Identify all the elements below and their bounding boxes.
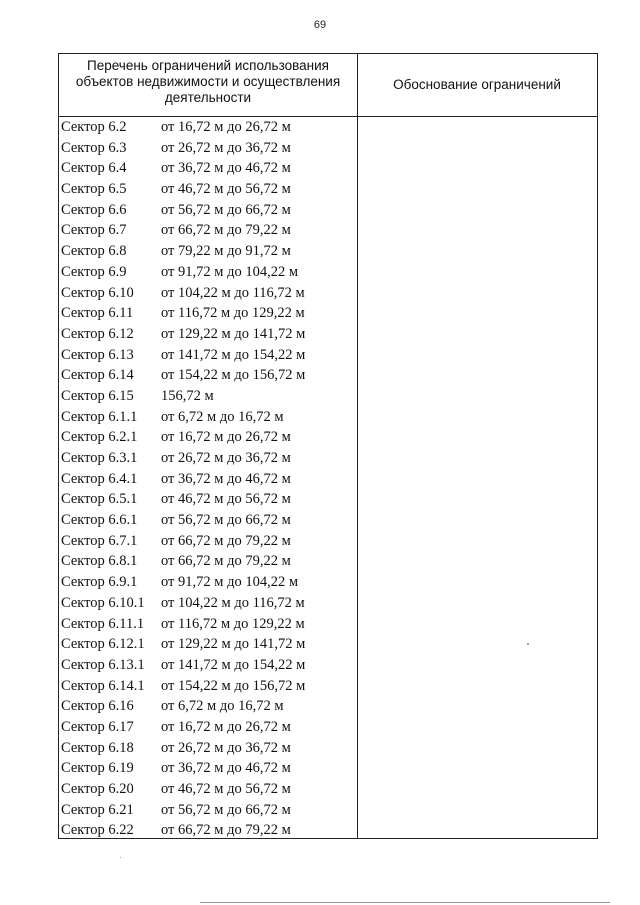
- sector-name: Сектор 6.15: [61, 387, 134, 404]
- table-row: [59, 820, 357, 841]
- table-row: [59, 676, 357, 697]
- sector-name: Сектор 6.4.1: [61, 470, 138, 487]
- table-row: [59, 634, 357, 655]
- distance-range: от 26,72 м до 36,72 м: [161, 450, 291, 466]
- sector-name: Сектор 6.22: [61, 822, 134, 839]
- distance-range: от 154,22 м до 156,72 м: [161, 367, 306, 384]
- table-row: [59, 138, 357, 159]
- table-row: [59, 489, 357, 510]
- distance-range: от 104,22 м до 116,72 м: [161, 594, 305, 611]
- table-row: [59, 531, 357, 552]
- sector-name: Сектор 6.18: [61, 739, 134, 756]
- distance-range: от 104,22 м до 116,72 м: [161, 284, 305, 301]
- distance-range: от 154,22 м до 156,72 м: [161, 677, 306, 694]
- distance-range: от 66,72 м до 79,22 м: [161, 532, 291, 549]
- table-row: [59, 427, 357, 448]
- table-row: [59, 572, 357, 593]
- header-line: деятельности: [164, 90, 252, 105]
- distance-range: от 36,72 м до 46,72 м: [161, 160, 291, 177]
- table-body: [59, 117, 357, 841]
- table-row: [59, 283, 357, 304]
- table-row: [59, 200, 357, 221]
- distance-range: от 91,72 м до 104,22 м: [161, 263, 298, 280]
- distance-range: от 6,72 м до 16,72 м: [161, 408, 284, 425]
- sector-name: Сектор 6.13.1: [61, 656, 145, 673]
- sector-name: Сектор 6.17: [61, 718, 134, 735]
- distance-range: от 26,72 м до 36,72 м: [161, 739, 291, 756]
- table-row: [59, 117, 357, 138]
- distance-range: от 66,72 м до 79,22 м: [161, 822, 291, 839]
- distance-range: от 46,72 м до 56,72 м: [161, 181, 291, 198]
- sector-name: Сектор 6.3: [61, 139, 127, 156]
- distance-range: от 56,72 м до 66,72 м: [161, 512, 291, 529]
- page-number: 69: [313, 19, 327, 31]
- distance-range: от 46,72 м до 56,72 м: [161, 781, 291, 797]
- distance-range: от 16,72 м до 26,72 м: [161, 119, 291, 135]
- table-row: [59, 593, 357, 614]
- table-row: [59, 696, 357, 717]
- distance-range: от 141,72 м до 154,22 м: [161, 656, 306, 673]
- table-row: [59, 386, 357, 407]
- distance-range: от 79,22 м до 91,72 м: [161, 243, 291, 260]
- table-row: [59, 779, 357, 800]
- sector-name: Сектор 6.6: [61, 201, 127, 218]
- table-row: [59, 469, 357, 490]
- sector-name: Сектор 6.21: [61, 801, 134, 818]
- header-line: объектов недвижимости и осуществления: [75, 74, 341, 89]
- sector-name: Сектор 6.2: [61, 119, 127, 135]
- sector-name: Сектор 6.12.1: [61, 636, 145, 653]
- distance-range: от 116,72 м до 129,22 м: [161, 305, 305, 322]
- sector-name: Сектор 6.10.1: [61, 594, 145, 611]
- table-row: [59, 614, 357, 635]
- distance-range: 156,72 м: [161, 387, 214, 404]
- scan-speck: [527, 643, 529, 645]
- restrictions-table: [58, 53, 598, 839]
- distance-range: от 56,72 м до 66,72 м: [161, 201, 291, 218]
- sector-name: Сектор 6.3.1: [61, 450, 138, 466]
- sector-name: Сектор 6.5: [61, 181, 127, 198]
- table-row: [59, 800, 357, 821]
- sector-name: Сектор 6.12: [61, 325, 134, 342]
- distance-range: от 16,72 м до 26,72 м: [161, 718, 291, 735]
- scan-edge-line: [200, 902, 610, 903]
- distance-range: от 129,22 м до 141,72 м: [161, 636, 306, 653]
- table-row: [59, 551, 357, 572]
- header-justification: Обоснование ограничений: [393, 77, 561, 92]
- sector-name: Сектор 6.8.1: [61, 553, 138, 570]
- sector-name: Сектор 6.20: [61, 781, 134, 797]
- table-row: [59, 345, 357, 366]
- sector-name: Сектор 6.7.1: [61, 532, 138, 549]
- sector-name: Сектор 6.2.1: [61, 429, 138, 446]
- distance-range: от 116,72 м до 129,22 м: [161, 615, 305, 632]
- sector-name: Сектор 6.11.1: [61, 615, 145, 632]
- distance-range: от 129,22 м до 141,72 м: [161, 325, 306, 342]
- sector-name: Сектор 6.13: [61, 346, 134, 363]
- table-row: [59, 220, 357, 241]
- column-divider: [357, 54, 358, 838]
- sector-name: Сектор 6.4: [61, 160, 127, 177]
- table-row: [59, 303, 357, 324]
- sector-name: Сектор 6.14: [61, 367, 134, 384]
- sector-name: Сектор 6.19: [61, 760, 134, 777]
- distance-range: от 16,72 м до 26,72 м: [161, 429, 291, 446]
- sector-name: Сектор 6.11: [61, 305, 134, 322]
- table-row: [59, 738, 357, 759]
- sector-name: Сектор 6.9: [61, 263, 127, 280]
- distance-range: от 26,72 м до 36,72 м: [161, 139, 291, 156]
- table-row: [59, 262, 357, 283]
- table-row: [59, 158, 357, 179]
- scan-speck: [120, 857, 121, 858]
- distance-range: от 91,72 м до 104,22 м: [161, 574, 298, 591]
- distance-range: от 36,72 м до 46,72 м: [161, 760, 291, 777]
- distance-range: от 46,72 м до 56,72 м: [161, 491, 291, 508]
- distance-range: от 36,72 м до 46,72 м: [161, 470, 291, 487]
- distance-range: от 66,72 м до 79,22 м: [161, 553, 291, 570]
- table-row: [59, 655, 357, 676]
- sector-name: Сектор 6.10: [61, 284, 134, 301]
- table-row: [59, 407, 357, 428]
- header-line: Перечень ограничений использования: [87, 58, 329, 73]
- sector-name: Сектор 6.14.1: [61, 677, 145, 694]
- table-row: [59, 510, 357, 531]
- sector-name: Сектор 6.7: [61, 222, 127, 239]
- sector-name: Сектор 6.9.1: [61, 574, 138, 591]
- distance-range: от 6,72 м до 16,72 м: [161, 698, 284, 715]
- sector-name: Сектор 6.5.1: [61, 491, 138, 508]
- distance-range: от 141,72 м до 154,22 м: [161, 346, 306, 363]
- table-row: [59, 448, 357, 469]
- table-row: [59, 758, 357, 779]
- sector-name: Сектор 6.8: [61, 243, 127, 260]
- header-restrictions-list: [59, 58, 357, 106]
- table-row: [59, 324, 357, 345]
- sector-name: Сектор 6.6.1: [61, 512, 138, 529]
- distance-range: от 56,72 м до 66,72 м: [161, 801, 291, 818]
- table-row: [59, 365, 357, 386]
- table-row: [59, 241, 357, 262]
- sector-name: Сектор 6.1.1: [61, 408, 138, 425]
- table-row: [59, 717, 357, 738]
- distance-range: от 66,72 м до 79,22 м: [161, 222, 291, 239]
- table-row: [59, 179, 357, 200]
- sector-name: Сектор 6.16: [61, 698, 134, 715]
